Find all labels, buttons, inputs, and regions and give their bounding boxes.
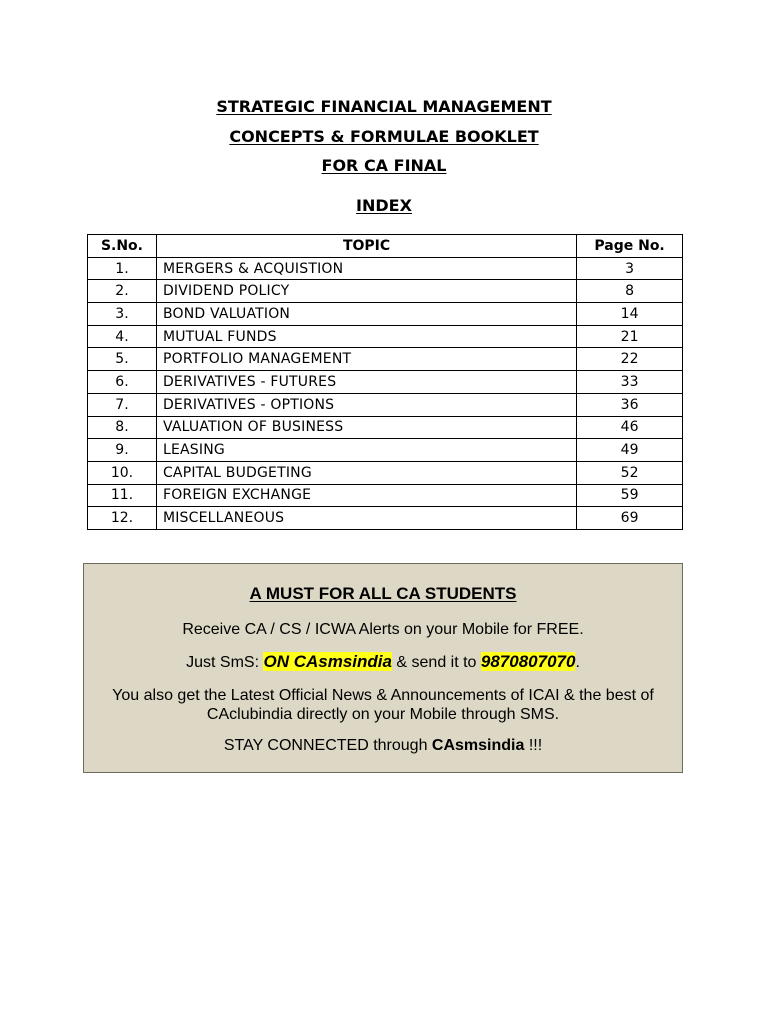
sms-middle: & send it to bbox=[391, 654, 481, 671]
row-topic: MUTUAL FUNDS bbox=[156, 325, 576, 348]
row-page: 59 bbox=[577, 484, 683, 507]
sms-prefix: Just SmS: bbox=[186, 654, 264, 671]
table-row bbox=[88, 348, 683, 371]
document-title bbox=[0, 92, 768, 181]
row-sno: 2. bbox=[88, 280, 157, 303]
promo-sms-instruction bbox=[84, 652, 682, 673]
table-row bbox=[88, 371, 683, 394]
promo-alerts-text: Receive CA / CS / ICWA Alerts on your Mobile for FREE. bbox=[182, 621, 584, 638]
row-sno: 11. bbox=[88, 484, 157, 507]
index-heading: INDEX bbox=[356, 196, 412, 215]
title-line-2: CONCEPTS & FORMULAE BOOKLET bbox=[229, 126, 539, 146]
table-row bbox=[88, 257, 683, 280]
row-sno: 9. bbox=[88, 439, 157, 462]
row-page: 49 bbox=[577, 439, 683, 462]
row-sno: 3. bbox=[88, 303, 157, 326]
row-sno: 7. bbox=[88, 393, 157, 416]
promo-news-text: You also get the Latest Official News & Announcements of ICAI & the best of CAclubindia directly on your Mobile through SMS. bbox=[112, 687, 654, 723]
row-topic: FOREIGN EXCHANGE bbox=[156, 484, 576, 507]
stay-connected-prefix: STAY CONNECTED through bbox=[223, 737, 432, 754]
promo-stay-connected bbox=[84, 736, 682, 756]
row-topic: DERIVATIVES - FUTURES bbox=[156, 371, 576, 394]
row-sno: 6. bbox=[88, 371, 157, 394]
stay-connected-suffix: !!! bbox=[524, 737, 543, 754]
row-page: 52 bbox=[577, 461, 683, 484]
table-row bbox=[88, 416, 683, 439]
row-topic: CAPITAL BUDGETING bbox=[156, 461, 576, 484]
sms-suffix: . bbox=[575, 654, 580, 671]
row-sno: 5. bbox=[88, 348, 157, 371]
row-sno: 12. bbox=[88, 507, 157, 530]
sms-number-highlight: 9870807070 bbox=[480, 652, 576, 671]
row-topic: LEASING bbox=[156, 439, 576, 462]
column-header-sno: S.No. bbox=[88, 235, 157, 258]
row-topic: DIVIDEND POLICY bbox=[156, 280, 576, 303]
row-page: 69 bbox=[577, 507, 683, 530]
row-page: 3 bbox=[577, 257, 683, 280]
row-topic: MISCELLANEOUS bbox=[156, 507, 576, 530]
table-row bbox=[88, 439, 683, 462]
table-row bbox=[88, 303, 683, 326]
row-page: 33 bbox=[577, 371, 683, 394]
row-page: 14 bbox=[577, 303, 683, 326]
row-topic: BOND VALUATION bbox=[156, 303, 576, 326]
column-header-page: Page No. bbox=[577, 235, 683, 258]
row-topic: VALUATION OF BUSINESS bbox=[156, 416, 576, 439]
title-line-3: FOR CA FINAL bbox=[321, 156, 447, 175]
row-topic: MERGERS & ACQUISTION bbox=[156, 257, 576, 280]
table-row bbox=[88, 325, 683, 348]
table-row bbox=[88, 393, 683, 416]
row-sno: 10. bbox=[88, 461, 157, 484]
brand-name: CAsmsindia bbox=[431, 737, 525, 754]
row-page: 46 bbox=[577, 416, 683, 439]
row-page: 36 bbox=[577, 393, 683, 416]
row-topic: PORTFOLIO MANAGEMENT bbox=[156, 348, 576, 371]
promo-heading: A MUST FOR ALL CA STUDENTS bbox=[249, 584, 517, 603]
row-page: 8 bbox=[577, 280, 683, 303]
title-line-1: STRATEGIC FINANCIAL MANAGEMENT bbox=[216, 97, 552, 116]
row-page: 21 bbox=[577, 325, 683, 348]
table-row bbox=[88, 484, 683, 507]
table-header-row bbox=[88, 235, 683, 258]
table-row bbox=[88, 461, 683, 484]
row-page: 22 bbox=[577, 348, 683, 371]
sms-keyword-highlight: ON CAsmsindia bbox=[263, 652, 392, 671]
table-row bbox=[88, 507, 683, 530]
index-table bbox=[87, 234, 683, 530]
row-sno: 1. bbox=[88, 257, 157, 280]
row-sno: 8. bbox=[88, 416, 157, 439]
promo-box bbox=[83, 563, 683, 773]
row-sno: 4. bbox=[88, 325, 157, 348]
column-header-topic: TOPIC bbox=[156, 235, 576, 258]
table-row bbox=[88, 280, 683, 303]
row-topic: DERIVATIVES - OPTIONS bbox=[156, 393, 576, 416]
